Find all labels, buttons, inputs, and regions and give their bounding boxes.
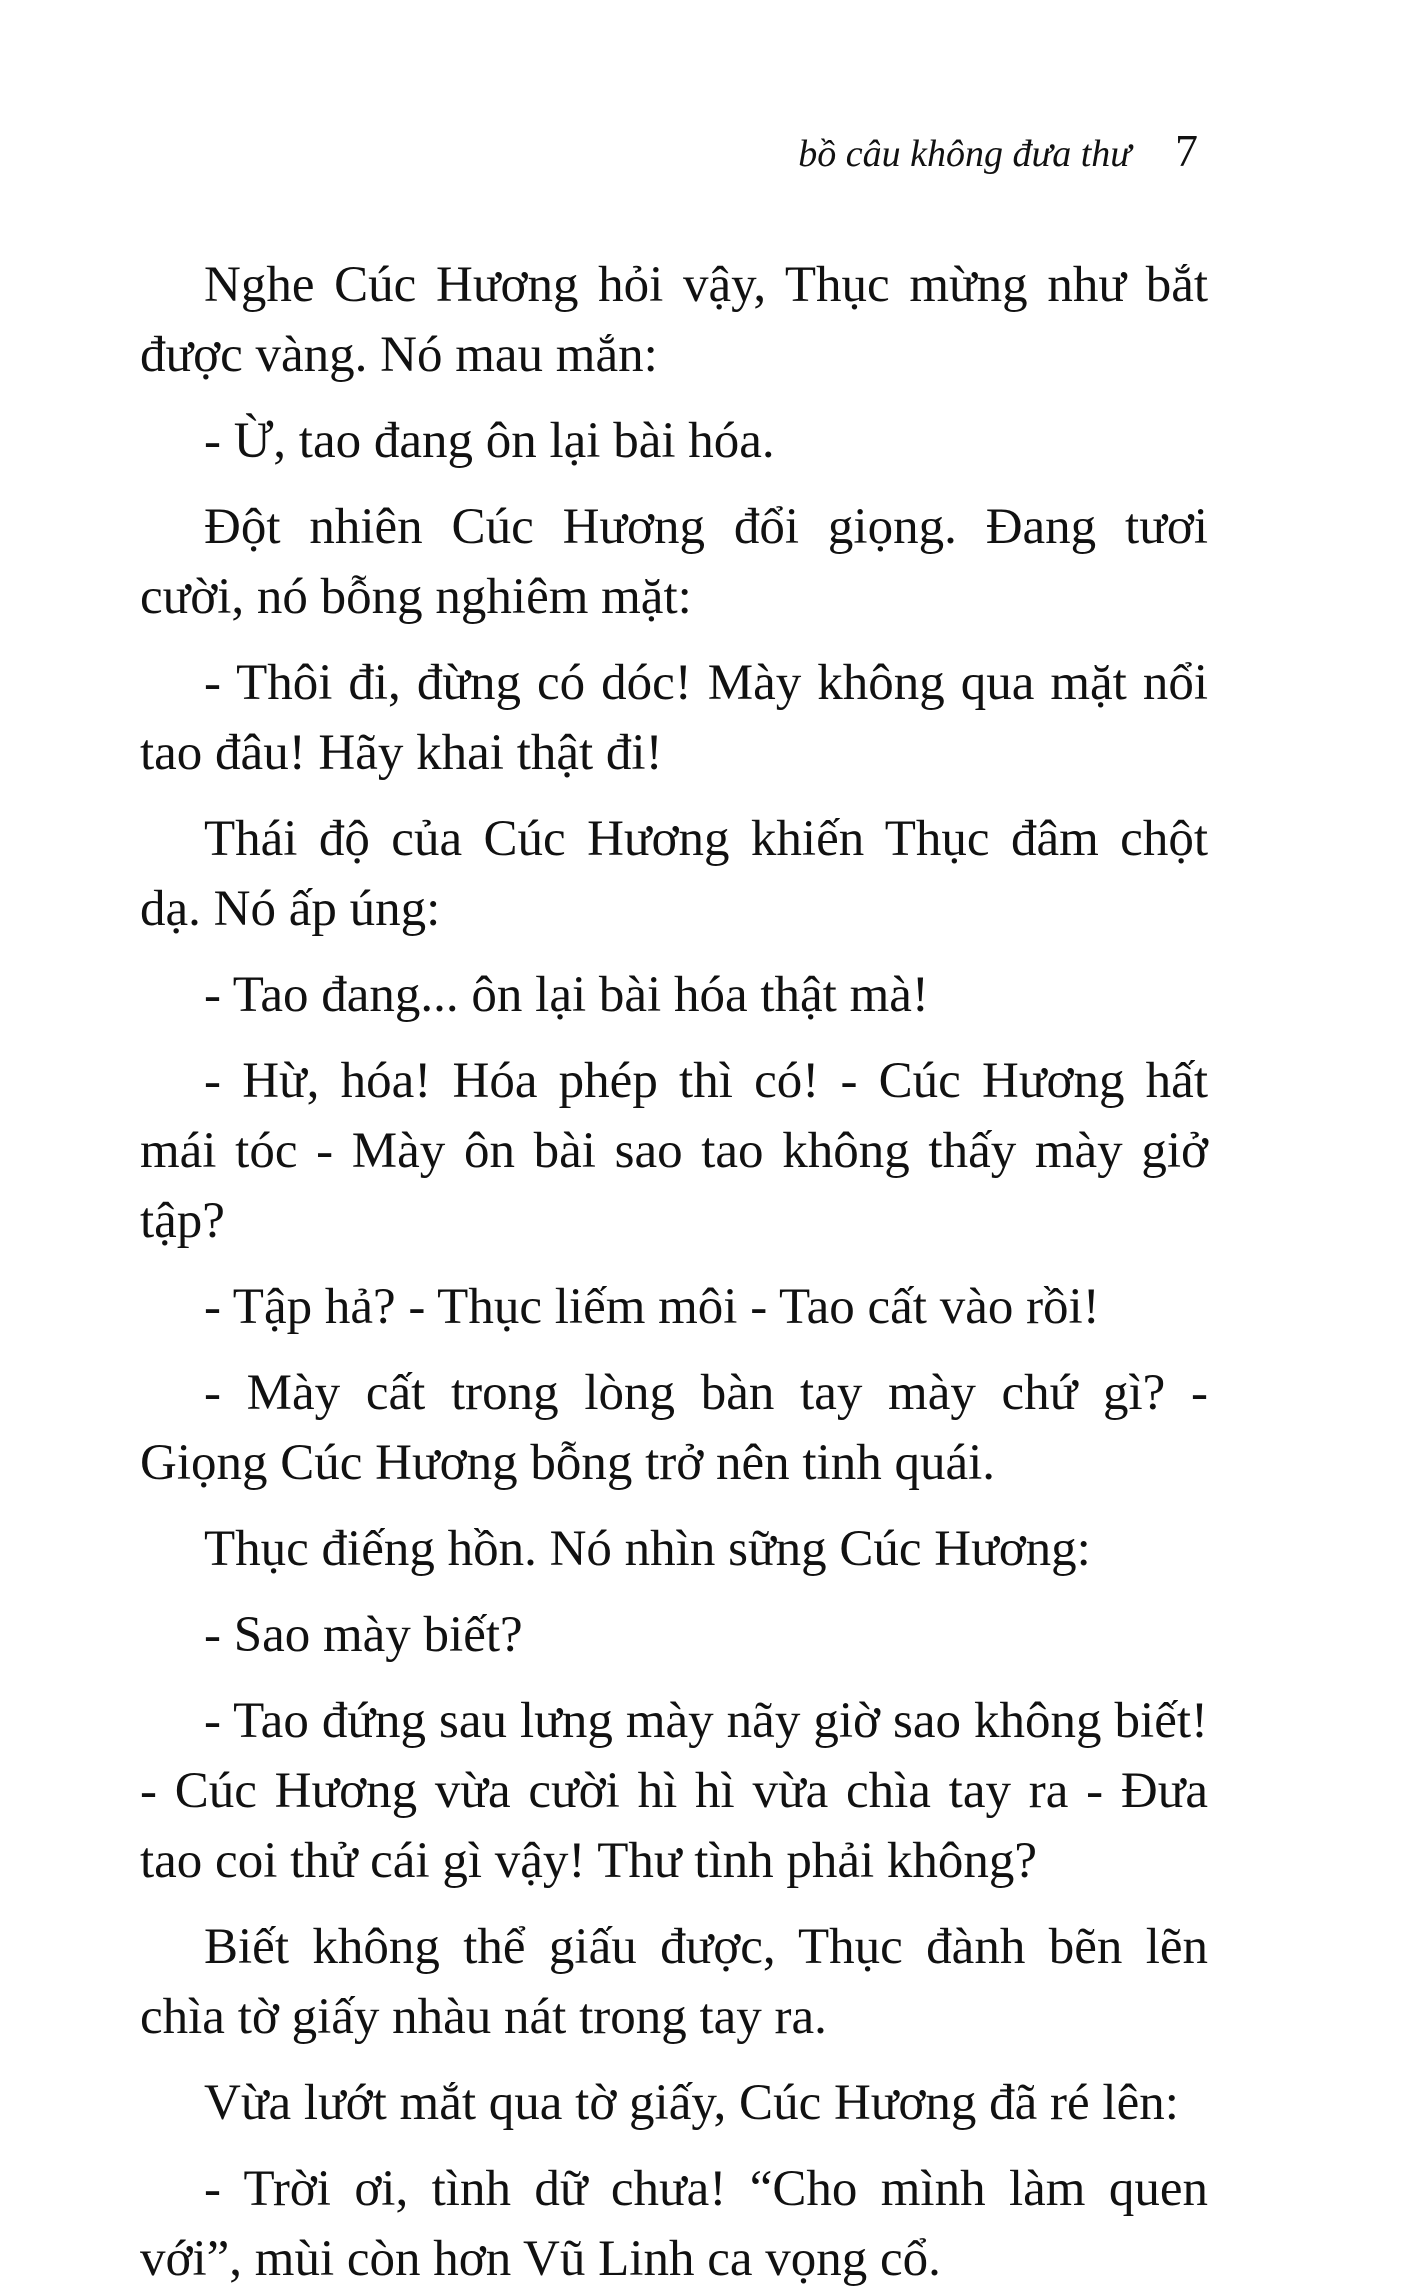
paragraph: Đột nhiên Cúc Hương đổi giọng. Đang tươi cười, nó bỗng nghiêm mặt: bbox=[140, 499, 1208, 625]
paragraph: - Tao đang... ôn lại bài hóa thật mà! bbox=[204, 967, 929, 1023]
paragraph: - Ừ, tao đang ôn lại bài hóa. bbox=[204, 413, 775, 469]
paragraph: - Thôi đi, đừng có dóc! Mày không qua mặt nổi tao đâu! Hãy khai thật đi! bbox=[140, 655, 1208, 781]
paragraph: Vừa lướt mắt qua tờ giấy, Cúc Hương đã ré lên: bbox=[204, 2075, 1179, 2131]
paragraph: - Tao đứng sau lưng mày nãy giờ sao không biết! - Cúc Hương vừa cười hì hì vừa chìa tay ra - Đưa tao coi thử cái gì vậy! Thư tình phải không? bbox=[140, 1693, 1208, 1889]
paragraph: - Trời ơi, tình dữ chưa! “Cho mình làm quen với”, mùi còn hơn Vũ Linh ca vọng cổ. bbox=[140, 2161, 1208, 2287]
paragraph: Thái độ của Cúc Hương khiến Thục đâm chột dạ. Nó ấp úng: bbox=[140, 811, 1208, 937]
body-text bbox=[140, 250, 1208, 2294]
paragraph: Nghe Cúc Hương hỏi vậy, Thục mừng như bắt được vàng. Nó mau mắn: bbox=[140, 257, 1208, 383]
paragraph: - Hừ, hóa! Hóa phép thì có! - Cúc Hương hất mái tóc - Mày ôn bài sao tao không thấy mày giở tập? bbox=[140, 1053, 1208, 1249]
page-number: 7 bbox=[1175, 125, 1198, 176]
paragraph: - Mày cất trong lòng bàn tay mày chứ gì? - Giọng Cúc Hương bỗng trở nên tinh quái. bbox=[140, 1365, 1208, 1491]
running-header bbox=[798, 124, 1198, 177]
paragraph: - Tập hả? - Thục liếm môi - Tao cất vào rồi! bbox=[204, 1279, 1100, 1335]
paragraph: - Sao mày biết? bbox=[204, 1607, 523, 1663]
running-title: bồ câu không đưa thư bbox=[798, 133, 1131, 175]
paragraph: Thục điếng hồn. Nó nhìn sững Cúc Hương: bbox=[204, 1521, 1091, 1577]
paragraph: Biết không thể giấu được, Thục đành bẽn lẽn chìa tờ giấy nhàu nát trong tay ra. bbox=[140, 1919, 1208, 2045]
